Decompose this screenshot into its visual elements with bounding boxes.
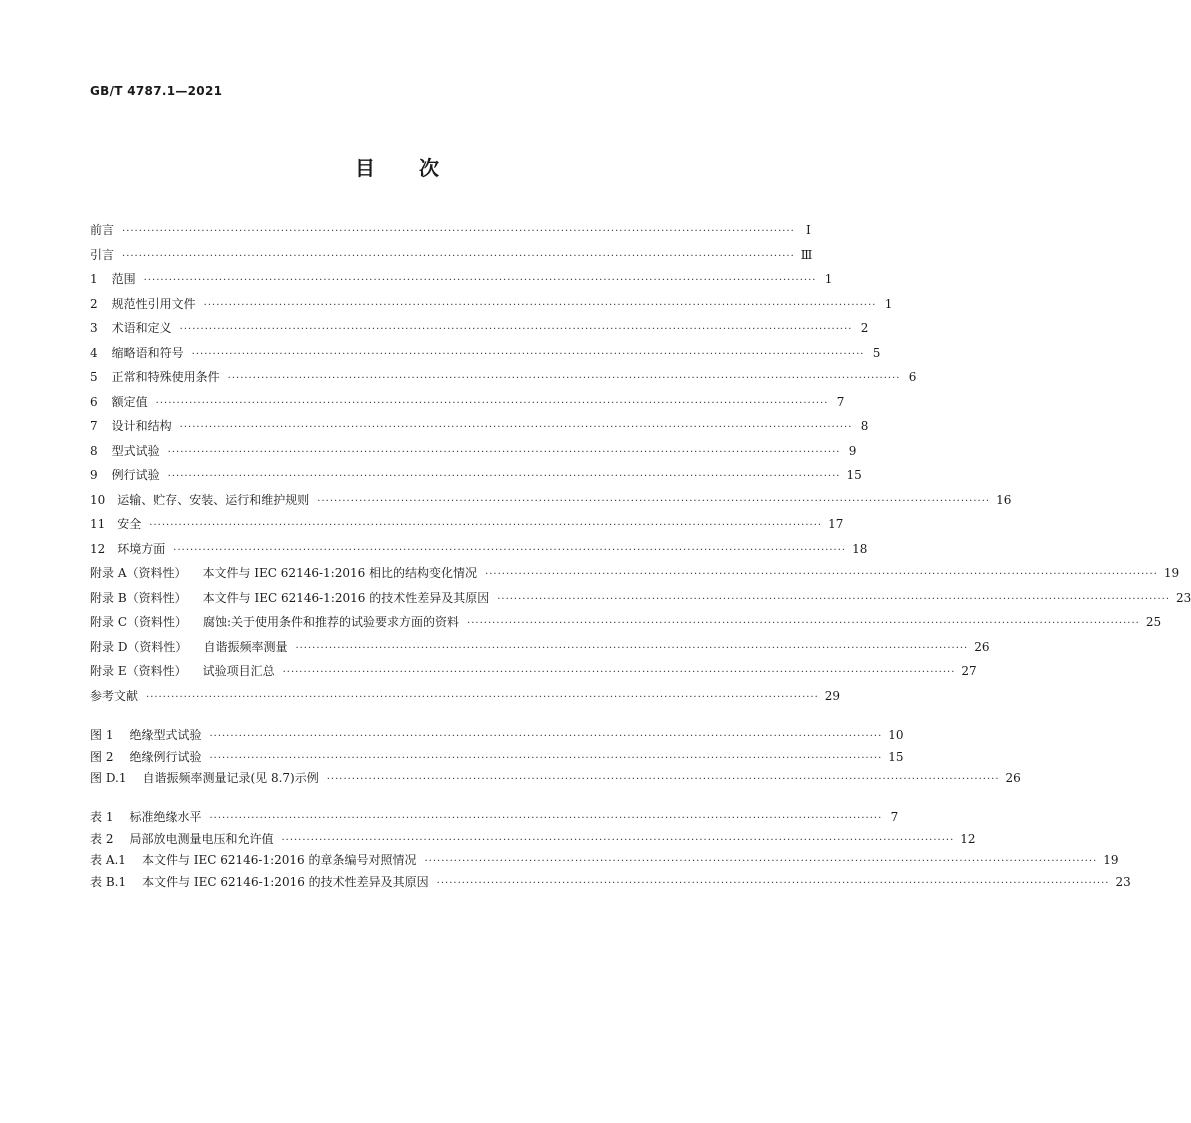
toc-entry-title bbox=[90, 267, 136, 292]
toc-entry-number: 1 bbox=[90, 272, 98, 286]
table-caption: 本文件与 IEC 62146-1:2016 的章条编号对照情况 bbox=[141, 853, 417, 867]
leader-dots: ································································································································································· bbox=[203, 299, 877, 311]
toc-entry-page: 19 bbox=[1103, 853, 1119, 867]
toc-entry-title bbox=[90, 316, 172, 341]
toc-entry-page: Ⅰ bbox=[806, 223, 811, 237]
figure-caption: 绝缘例行试验 bbox=[129, 749, 202, 764]
toc-entry-number: 2 bbox=[90, 296, 98, 311]
toc-entry-title bbox=[90, 747, 201, 769]
toc-entry-title bbox=[90, 537, 165, 562]
toc-entry-title bbox=[90, 807, 201, 829]
toc-entry-number: 附录 B（资料性） bbox=[90, 590, 187, 605]
toc-entry-title bbox=[90, 292, 196, 317]
toc-entry-title bbox=[90, 365, 220, 390]
table-entry-1[interactable] bbox=[90, 807, 899, 829]
toc-entry-page: 9 bbox=[848, 443, 857, 458]
table-number: 表 2 bbox=[90, 831, 114, 846]
toc-entry-number: 7 bbox=[90, 419, 98, 433]
toc-entry-number: 11 bbox=[90, 517, 106, 531]
page-title bbox=[0, 152, 794, 181]
figure-entry-d1[interactable] bbox=[90, 768, 1021, 790]
toc-entry-text: 规范性引用文件 bbox=[111, 296, 196, 311]
figure-entry-1[interactable] bbox=[90, 725, 904, 747]
toc-entry-text: 安全 bbox=[117, 517, 142, 531]
toc-entry-page: 18 bbox=[852, 541, 868, 556]
toc-entry-page: 1 bbox=[824, 272, 833, 286]
toc-entry-page: Ⅲ bbox=[800, 247, 813, 262]
leader-dots: ································································································································································· bbox=[317, 495, 991, 507]
toc-entry-title bbox=[90, 725, 201, 747]
table-entry-2[interactable] bbox=[90, 829, 976, 851]
figure-caption: 自谐振频率测量记录(见 8.7)示例 bbox=[142, 771, 319, 785]
toc-entry-title bbox=[90, 768, 319, 790]
leader-dots: ································································································································································· bbox=[295, 642, 969, 654]
leader-dots: ································································································································································· bbox=[326, 774, 1000, 785]
table-caption: 局部放电测量电压和允许值 bbox=[129, 831, 274, 846]
toc-entry-page: 2 bbox=[860, 321, 869, 335]
leader-dots: ································································································································································· bbox=[149, 520, 823, 531]
toc-entry-page: 15 bbox=[888, 749, 904, 764]
leader-dots: ································································································································································· bbox=[467, 618, 1140, 629]
toc-entry-page: 23 bbox=[1176, 590, 1191, 605]
toc-entry-number: 9 bbox=[90, 468, 98, 482]
figure-entry-2[interactable] bbox=[90, 747, 904, 769]
toc-entry-annex-a[interactable] bbox=[90, 561, 1180, 586]
toc-entry-text: 正常和特殊使用条件 bbox=[111, 370, 220, 384]
toc-entry-text: 试验项目汇总 bbox=[202, 664, 275, 678]
toc-entry-10[interactable] bbox=[90, 488, 1012, 513]
toc-entry-number: 8 bbox=[90, 443, 98, 458]
toc-entry-12[interactable] bbox=[90, 537, 868, 562]
toc-entry-page: 1 bbox=[884, 296, 893, 311]
toc-entry-bibliography[interactable] bbox=[90, 684, 841, 709]
toc-entry-page: 29 bbox=[824, 688, 841, 703]
toc-entry-page: 16 bbox=[996, 492, 1012, 507]
toc-entry-page: 27 bbox=[961, 664, 977, 678]
toc-entry-annex-e[interactable] bbox=[90, 659, 977, 684]
standard-code: GB/T 4787.1—2021 bbox=[90, 84, 223, 98]
toc-entry-text: 自谐振频率测量 bbox=[203, 639, 288, 654]
toc-entry-page: 19 bbox=[1163, 566, 1180, 580]
toc-entry-1[interactable] bbox=[90, 267, 833, 292]
toc-entry-page: 25 bbox=[1145, 615, 1162, 629]
toc-entry-text: 例行试验 bbox=[111, 468, 160, 482]
toc-entry-number: 10 bbox=[90, 492, 106, 507]
toc-entry-page: 7 bbox=[836, 394, 845, 409]
toc-entry-page: 5 bbox=[872, 345, 881, 360]
table-entry-b1[interactable] bbox=[90, 872, 1131, 894]
toc-entry-text: 本文件与 IEC 62146-1:2016 相比的结构变化情况 bbox=[202, 566, 478, 580]
toc-entry-text: 额定值 bbox=[111, 394, 148, 409]
toc-entry-text: 术语和定义 bbox=[111, 321, 172, 335]
toc-entry-text: 腐蚀:关于使用条件和推荐的试验要求方面的资料 bbox=[203, 615, 460, 629]
toc-entry-number: 附录 A（资料性） bbox=[90, 566, 187, 580]
toc-entry-11[interactable] bbox=[90, 512, 844, 537]
toc-entry-text: 本文件与 IEC 62146-1:2016 的技术性差异及其原因 bbox=[202, 590, 490, 605]
toc-entry-page: 12 bbox=[960, 831, 976, 846]
leader-dots: ································································································································································· bbox=[122, 226, 795, 237]
leader-dots: ································································································································································· bbox=[209, 752, 883, 764]
leader-dots: ································································································································································· bbox=[146, 691, 819, 703]
toc-entry-page: 10 bbox=[888, 728, 904, 742]
toc-main-list bbox=[90, 218, 1191, 708]
title-char-1: 目 bbox=[355, 156, 375, 180]
toc-entry-title bbox=[90, 586, 489, 611]
leader-dots: ································································································································································· bbox=[122, 250, 795, 262]
toc-entry-3[interactable] bbox=[90, 316, 869, 341]
list-of-figures bbox=[90, 725, 1021, 790]
toc-entry-number: 4 bbox=[90, 345, 98, 360]
leader-dots: ································································································································································· bbox=[497, 593, 1170, 605]
toc-entry-title: 前言 bbox=[90, 223, 115, 237]
toc-entry-number: 5 bbox=[90, 370, 98, 384]
toc-entry-title bbox=[90, 872, 429, 894]
leader-dots: ································································································································································· bbox=[282, 667, 956, 678]
toc-entry-number: 6 bbox=[90, 394, 98, 409]
toc-entry-number: 附录 C（资料性） bbox=[90, 615, 187, 629]
toc-entry-number: 12 bbox=[90, 541, 106, 556]
toc-entry-title: 引言 bbox=[90, 247, 115, 262]
toc-entry-page: 15 bbox=[846, 468, 862, 482]
toc-entry-page: 26 bbox=[1005, 771, 1021, 785]
toc-entry-text: 型式试验 bbox=[111, 443, 160, 458]
leader-dots: ································································································································································· bbox=[191, 348, 865, 360]
toc-entry-title bbox=[90, 659, 275, 684]
leader-dots: ································································································································································· bbox=[436, 877, 1110, 889]
leader-dots: ································································································································································· bbox=[281, 834, 955, 846]
toc-entry-page: 23 bbox=[1115, 874, 1131, 889]
toc-entry-6[interactable] bbox=[90, 390, 845, 415]
toc-entry-title bbox=[90, 635, 287, 660]
toc-entry-foreword[interactable] bbox=[90, 218, 811, 243]
toc-entry-title bbox=[90, 488, 309, 513]
toc-entry-number: 附录 E（资料性） bbox=[90, 664, 187, 678]
toc-entry-page: 17 bbox=[828, 517, 844, 531]
toc-entry-title bbox=[90, 561, 477, 586]
table-entry-a1[interactable] bbox=[90, 850, 1119, 872]
toc-entry-title bbox=[90, 829, 273, 851]
toc-entry-text: 运输、贮存、安装、运行和维护规则 bbox=[117, 492, 310, 507]
toc-entry-title bbox=[90, 512, 141, 537]
toc-entry-title bbox=[90, 414, 172, 439]
list-of-tables bbox=[90, 807, 1131, 893]
table-number: 表 B.1 bbox=[90, 874, 127, 889]
toc-entry-2[interactable] bbox=[90, 292, 893, 317]
toc-entry-page: 7 bbox=[890, 810, 899, 824]
figure-number: 图 1 bbox=[90, 728, 114, 742]
leader-dots: ································································································································································· bbox=[485, 569, 1158, 580]
toc-entry-text: 环境方面 bbox=[117, 541, 166, 556]
toc-entry-page: 6 bbox=[908, 370, 917, 384]
toc-entry-4[interactable] bbox=[90, 341, 881, 366]
leader-dots: ································································································································································· bbox=[179, 422, 853, 433]
toc-entry-title: 参考文献 bbox=[90, 688, 139, 703]
title-char-2: 次 bbox=[419, 156, 439, 180]
leader-dots: ································································································································································· bbox=[155, 397, 829, 409]
toc-entry-title bbox=[90, 341, 184, 366]
toc-entry-annex-b[interactable] bbox=[90, 586, 1191, 611]
leader-dots: ································································································································································· bbox=[424, 856, 1098, 867]
toc-entry-number: 附录 D（资料性） bbox=[90, 639, 188, 654]
toc-entry-9[interactable] bbox=[90, 463, 862, 488]
table-caption: 本文件与 IEC 62146-1:2016 的技术性差异及其原因 bbox=[142, 874, 429, 889]
toc-entry-title bbox=[90, 439, 160, 464]
figure-number: 图 D.1 bbox=[90, 771, 127, 785]
toc-entry-text: 缩略语和符号 bbox=[111, 345, 184, 360]
toc-entry-text: 范围 bbox=[111, 272, 136, 286]
leader-dots: ································································································································································· bbox=[143, 275, 817, 286]
table-number: 表 1 bbox=[90, 810, 114, 824]
leader-dots: ································································································································································· bbox=[209, 731, 883, 742]
table-caption: 标准绝缘水平 bbox=[129, 810, 202, 824]
leader-dots: ································································································································································· bbox=[167, 446, 841, 458]
leader-dots: ································································································································································· bbox=[179, 324, 853, 335]
toc-entry-annex-d[interactable] bbox=[90, 635, 990, 660]
toc-entry-text: 设计和结构 bbox=[111, 419, 172, 433]
figure-caption: 绝缘型式试验 bbox=[129, 728, 202, 742]
toc-entry-5[interactable] bbox=[90, 365, 917, 390]
toc-entry-title bbox=[90, 390, 148, 415]
leader-dots: ································································································································································· bbox=[209, 813, 883, 824]
table-number: 表 A.1 bbox=[90, 853, 126, 867]
toc-entry-number: 3 bbox=[90, 321, 98, 335]
toc-entry-title bbox=[90, 610, 459, 635]
figure-number: 图 2 bbox=[90, 749, 114, 764]
toc-entry-title bbox=[90, 463, 160, 488]
leader-dots: ································································································································································· bbox=[173, 544, 847, 556]
toc-entry-7[interactable] bbox=[90, 414, 869, 439]
leader-dots: ································································································································································· bbox=[167, 471, 841, 482]
toc-entry-title bbox=[90, 850, 417, 872]
toc-entry-page: 8 bbox=[860, 419, 869, 433]
toc-entry-8[interactable] bbox=[90, 439, 857, 464]
toc-entry-annex-c[interactable] bbox=[90, 610, 1162, 635]
leader-dots: ································································································································································· bbox=[227, 373, 901, 384]
toc-entry-introduction[interactable] bbox=[90, 243, 813, 268]
toc-entry-page: 26 bbox=[974, 639, 990, 654]
